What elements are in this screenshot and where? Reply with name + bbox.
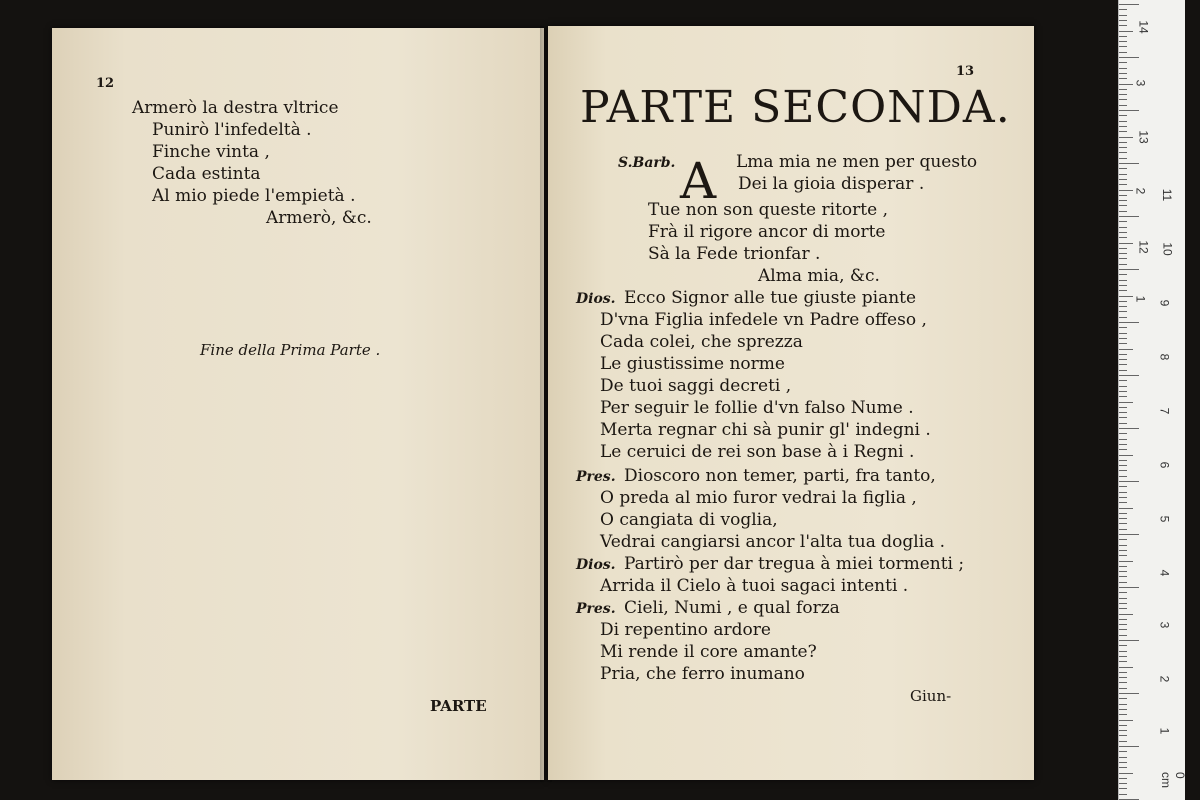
ruler-tick [1119, 513, 1127, 514]
line-text: Dei la gioia disperar . [738, 174, 925, 194]
ruler-tick [1119, 571, 1127, 572]
ruler-tick [1119, 720, 1133, 721]
ruler-tick [1119, 592, 1127, 593]
verse-line: Al mio piede l'empietà . [152, 186, 356, 206]
dialogue-line [618, 152, 977, 173]
ruler-tick [1119, 237, 1127, 238]
dialogue-line [576, 466, 936, 487]
speaker-label: Dios. [576, 557, 616, 573]
ruler-tick [1119, 380, 1127, 381]
ruler-tick [1119, 248, 1127, 249]
dialogue-line [600, 420, 931, 440]
ruler-tick [1119, 327, 1127, 328]
ruler-tick [1119, 333, 1127, 334]
line-text: Vedrai cangiarsi ancor l'alta tua doglia . [600, 532, 946, 552]
ruler-tick [1119, 423, 1127, 424]
speaker-label: Pres. [576, 601, 616, 617]
ruler-tick [1119, 677, 1127, 678]
verse-line: Armerò, &c. [266, 208, 372, 228]
ruler-tick [1119, 433, 1127, 434]
dialogue-line [648, 200, 888, 220]
dialogue-line [600, 576, 908, 596]
ruler-tick [1119, 587, 1139, 588]
ruler-tick [1119, 147, 1127, 148]
ruler-number: 8 [1157, 353, 1172, 361]
ruler-tick [1119, 343, 1127, 344]
ruler-tick [1119, 794, 1127, 795]
ruler-tick [1119, 751, 1127, 752]
ruler-tick [1119, 698, 1127, 699]
ruler-tick [1119, 195, 1127, 196]
dialogue-line [576, 288, 916, 309]
ruler-tick [1119, 773, 1133, 774]
ruler-tick [1119, 470, 1127, 471]
ruler-tick [1119, 640, 1139, 641]
ruler-tick [1119, 714, 1127, 715]
ruler-tick [1119, 269, 1139, 270]
dialogue-line [600, 442, 914, 462]
ruler-tick [1119, 582, 1127, 583]
ruler-tick [1119, 614, 1133, 615]
ruler-tick [1119, 46, 1127, 47]
measurement-ruler [1118, 0, 1185, 800]
line-text: O preda al mio furor vedrai la figlia , [600, 488, 917, 508]
dialogue-line [600, 310, 927, 330]
line-text: Pria, che ferro inumano [600, 664, 805, 684]
ruler-tick [1119, 370, 1127, 371]
ruler-tick [1119, 539, 1127, 540]
ruler-tick [1119, 486, 1127, 487]
ruler-number: 2 [1133, 187, 1148, 195]
ruler-tick [1119, 36, 1127, 37]
dialogue-line [576, 598, 840, 619]
verse-line: Armerò la destra vltrice [132, 98, 339, 118]
ruler-tick [1119, 285, 1127, 286]
ruler-tick [1119, 227, 1127, 228]
ruler-tick [1119, 603, 1127, 604]
ruler-tick [1119, 317, 1127, 318]
dialogue-line [600, 376, 791, 396]
ruler-tick [1119, 449, 1127, 450]
line-text: Partirò per dar tregua à miei tormenti ; [624, 554, 965, 574]
ruler-tick [1119, 221, 1127, 222]
ruler-tick [1119, 94, 1127, 95]
ruler-tick [1119, 99, 1127, 100]
dialogue-line [600, 532, 945, 552]
ruler-tick [1119, 635, 1127, 636]
line-text: Lma mia ne men per questo [736, 152, 978, 172]
ruler-tick [1119, 598, 1127, 599]
line-text: Sà la Fede trionfar . [648, 244, 821, 264]
right-page [548, 26, 1034, 780]
ruler-tick [1119, 121, 1127, 122]
ruler-tick [1119, 407, 1127, 408]
ruler-tick [1119, 190, 1133, 191]
ruler-tick [1119, 428, 1139, 429]
ruler-tick [1119, 216, 1139, 217]
ruler-tick [1119, 566, 1127, 567]
ruler-tick [1119, 25, 1127, 26]
ruler-tick [1119, 624, 1127, 625]
verse-line: Finche vinta , [152, 142, 270, 162]
dialogue-line [758, 266, 880, 286]
ruler-tick [1119, 62, 1127, 63]
line-text: De tuoi saggi decreti , [600, 376, 792, 396]
ruler-tick [1119, 110, 1139, 111]
ruler-tick [1119, 137, 1133, 138]
page-number: 12 [96, 76, 115, 91]
end-note: Fine della Prima Parte . [200, 341, 381, 359]
ruler-tick [1119, 391, 1127, 392]
dialogue-line [600, 620, 771, 640]
ruler-tick [1119, 105, 1127, 106]
ruler-tick [1119, 142, 1127, 143]
ruler-tick [1119, 274, 1127, 275]
ruler-tick [1119, 41, 1127, 42]
speaker-label: S.Barb. [618, 155, 676, 171]
ruler-number: 1 [1133, 295, 1148, 303]
ruler-tick [1119, 354, 1127, 355]
ruler-tick [1119, 555, 1127, 556]
ruler-tick [1119, 174, 1127, 175]
catchword: Giun- [910, 687, 952, 705]
line-text: Frà il rigore ancor di morte [648, 222, 886, 242]
ruler-tick [1119, 115, 1127, 116]
ruler-tick [1119, 439, 1127, 440]
line-text: Cada colei, che sprezza [600, 332, 803, 352]
ruler-tick [1119, 349, 1133, 350]
dialogue-line [600, 642, 817, 662]
ruler-tick [1119, 158, 1127, 159]
ruler-number: 7 [1157, 407, 1172, 415]
ruler-tick [1119, 57, 1139, 58]
ruler-number: 14 [1136, 20, 1151, 34]
ruler-tick [1119, 52, 1127, 53]
ruler-number: 12 [1136, 240, 1151, 254]
ruler-tick [1119, 730, 1127, 731]
ruler-tick [1119, 131, 1127, 132]
dialogue-line [600, 488, 917, 508]
line-text: Le giustissime norme [600, 354, 785, 374]
ruler-number: 13 [1136, 130, 1151, 144]
line-text: Dioscoro non temer, parti, fra tanto, [624, 466, 936, 486]
dialogue-line [576, 554, 964, 575]
ruler-tick [1119, 200, 1127, 201]
ruler-tick [1119, 126, 1127, 127]
ruler-number: 5 [1157, 515, 1172, 523]
dialogue-line [648, 244, 820, 264]
left-page [52, 28, 544, 780]
ruler-tick [1119, 502, 1127, 503]
ruler-tick [1119, 243, 1133, 244]
dialogue-line [600, 332, 803, 352]
ruler-number: 1 [1157, 727, 1172, 735]
ruler-tick [1119, 762, 1127, 763]
ruler-tick [1119, 672, 1127, 673]
ruler-tick [1119, 253, 1127, 254]
ruler-tick [1119, 386, 1127, 387]
ruler-tick [1119, 184, 1127, 185]
ruler-tick [1119, 359, 1127, 360]
ruler-tick [1119, 704, 1127, 705]
ruler-tick [1119, 481, 1139, 482]
ruler-tick [1119, 412, 1127, 413]
ruler-tick [1119, 783, 1127, 784]
ruler-tick [1119, 576, 1127, 577]
line-text: Per seguir le follie d'vn falso Nume . [600, 398, 914, 418]
line-text: Le ceruici de rei son base à i Regni . [600, 442, 915, 462]
ruler-tick [1119, 205, 1127, 206]
page-heading: PARTE SECONDA. [580, 82, 1011, 133]
ruler-tick [1119, 338, 1127, 339]
ruler-tick [1119, 9, 1127, 10]
ruler-tick [1119, 561, 1133, 562]
ruler-number: 3 [1133, 79, 1148, 87]
line-text: Alma mia, &c. [758, 266, 880, 286]
line-text: Mi rende il core amante? [600, 642, 817, 662]
dialogue-line [600, 510, 778, 530]
ruler-tick [1119, 396, 1127, 397]
ruler-tick [1119, 179, 1127, 180]
ruler-tick [1119, 629, 1127, 630]
ruler-number: 2 [1157, 675, 1172, 683]
ruler-tick [1119, 523, 1127, 524]
ruler-tick [1119, 735, 1127, 736]
ruler-tick [1119, 465, 1127, 466]
ruler-tick [1119, 651, 1127, 652]
ruler-tick [1119, 656, 1127, 657]
ruler-tick [1119, 232, 1127, 233]
ruler-tick [1119, 258, 1127, 259]
ruler-tick [1119, 280, 1127, 281]
line-text: Arrida il Cielo à tuoi sagaci intenti . [600, 576, 909, 596]
ruler-tick [1119, 778, 1127, 779]
speaker-label: Dios. [576, 291, 616, 307]
dialogue-line [648, 222, 885, 242]
ruler-number: 10 [1160, 242, 1175, 256]
ruler-tick [1119, 741, 1127, 742]
ruler-tick [1119, 757, 1127, 758]
ruler-tick [1119, 619, 1127, 620]
ruler-tick [1119, 163, 1139, 164]
ruler-tick [1119, 476, 1127, 477]
ruler-tick [1119, 375, 1139, 376]
ruler-tick [1119, 31, 1133, 32]
ruler-tick [1119, 709, 1127, 710]
ruler-tick [1119, 682, 1127, 683]
ruler-tick [1119, 497, 1127, 498]
ruler-number: 0 cm [1159, 772, 1187, 788]
speaker-label: Pres. [576, 469, 616, 485]
ruler-tick [1119, 20, 1127, 21]
ruler-tick [1119, 152, 1127, 153]
ruler-tick [1119, 73, 1127, 74]
ruler-number: 11 [1160, 188, 1175, 202]
ruler-number: 4 [1157, 569, 1172, 577]
ruler-tick [1119, 661, 1127, 662]
dialogue-line [600, 664, 805, 684]
dialogue-line [600, 354, 785, 374]
ruler-tick [1119, 529, 1127, 530]
ruler-tick [1119, 693, 1139, 694]
ruler-tick [1119, 290, 1127, 291]
ruler-tick [1119, 4, 1139, 5]
ruler-tick [1119, 364, 1127, 365]
ruler-tick [1119, 78, 1127, 79]
line-text: O cangiata di voglia, [600, 510, 778, 530]
dialogue-line [738, 174, 924, 194]
ruler-tick [1119, 211, 1127, 212]
ruler-tick [1119, 68, 1127, 69]
ruler-tick [1119, 608, 1127, 609]
line-text: Cieli, Numi , e qual forza [624, 598, 840, 618]
ruler-tick [1119, 534, 1139, 535]
line-text: Merta regnar chi sà punir gl' indegni . [600, 420, 931, 440]
dialogue-line [600, 398, 914, 418]
ruler-tick [1119, 667, 1133, 668]
ruler-tick [1119, 311, 1127, 312]
ruler-tick [1119, 322, 1139, 323]
ruler-number: 6 [1157, 461, 1172, 469]
ruler-tick [1119, 264, 1127, 265]
line-text: Ecco Signor alle tue giuste piante [624, 288, 917, 308]
ruler-tick [1119, 15, 1127, 16]
ruler-tick [1119, 492, 1127, 493]
line-text: Di repentino ardore [600, 620, 771, 640]
ruler-tick [1119, 746, 1139, 747]
ruler-tick [1119, 460, 1127, 461]
verse-line: Punirò l'infedeltà . [152, 120, 312, 140]
ruler-tick [1119, 518, 1127, 519]
verse-line: Cada estinta [152, 164, 261, 184]
line-text: Tue non son queste ritorte , [648, 200, 888, 220]
ruler-tick [1119, 402, 1133, 403]
ruler-tick [1119, 417, 1127, 418]
catchword: PARTE [430, 697, 487, 715]
page-number: 13 [956, 64, 975, 79]
drop-cap: A [680, 152, 717, 210]
ruler-tick [1119, 545, 1127, 546]
ruler-number: 3 [1157, 621, 1172, 629]
ruler-tick [1119, 725, 1127, 726]
ruler-tick [1119, 455, 1133, 456]
ruler-tick [1119, 508, 1133, 509]
ruler-tick [1119, 306, 1127, 307]
line-text: D'vna Figlia infedele vn Padre offeso , [600, 310, 927, 330]
ruler-tick [1119, 788, 1127, 789]
ruler-tick [1119, 688, 1127, 689]
ruler-tick [1119, 767, 1127, 768]
ruler-tick [1119, 550, 1127, 551]
ruler-number: 9 [1157, 299, 1172, 307]
ruler-tick [1119, 89, 1127, 90]
ruler-tick [1119, 444, 1127, 445]
ruler-tick [1119, 296, 1133, 297]
ruler-tick [1119, 301, 1127, 302]
ruler-tick [1119, 168, 1127, 169]
ruler-tick [1119, 84, 1133, 85]
ruler-tick [1119, 645, 1127, 646]
